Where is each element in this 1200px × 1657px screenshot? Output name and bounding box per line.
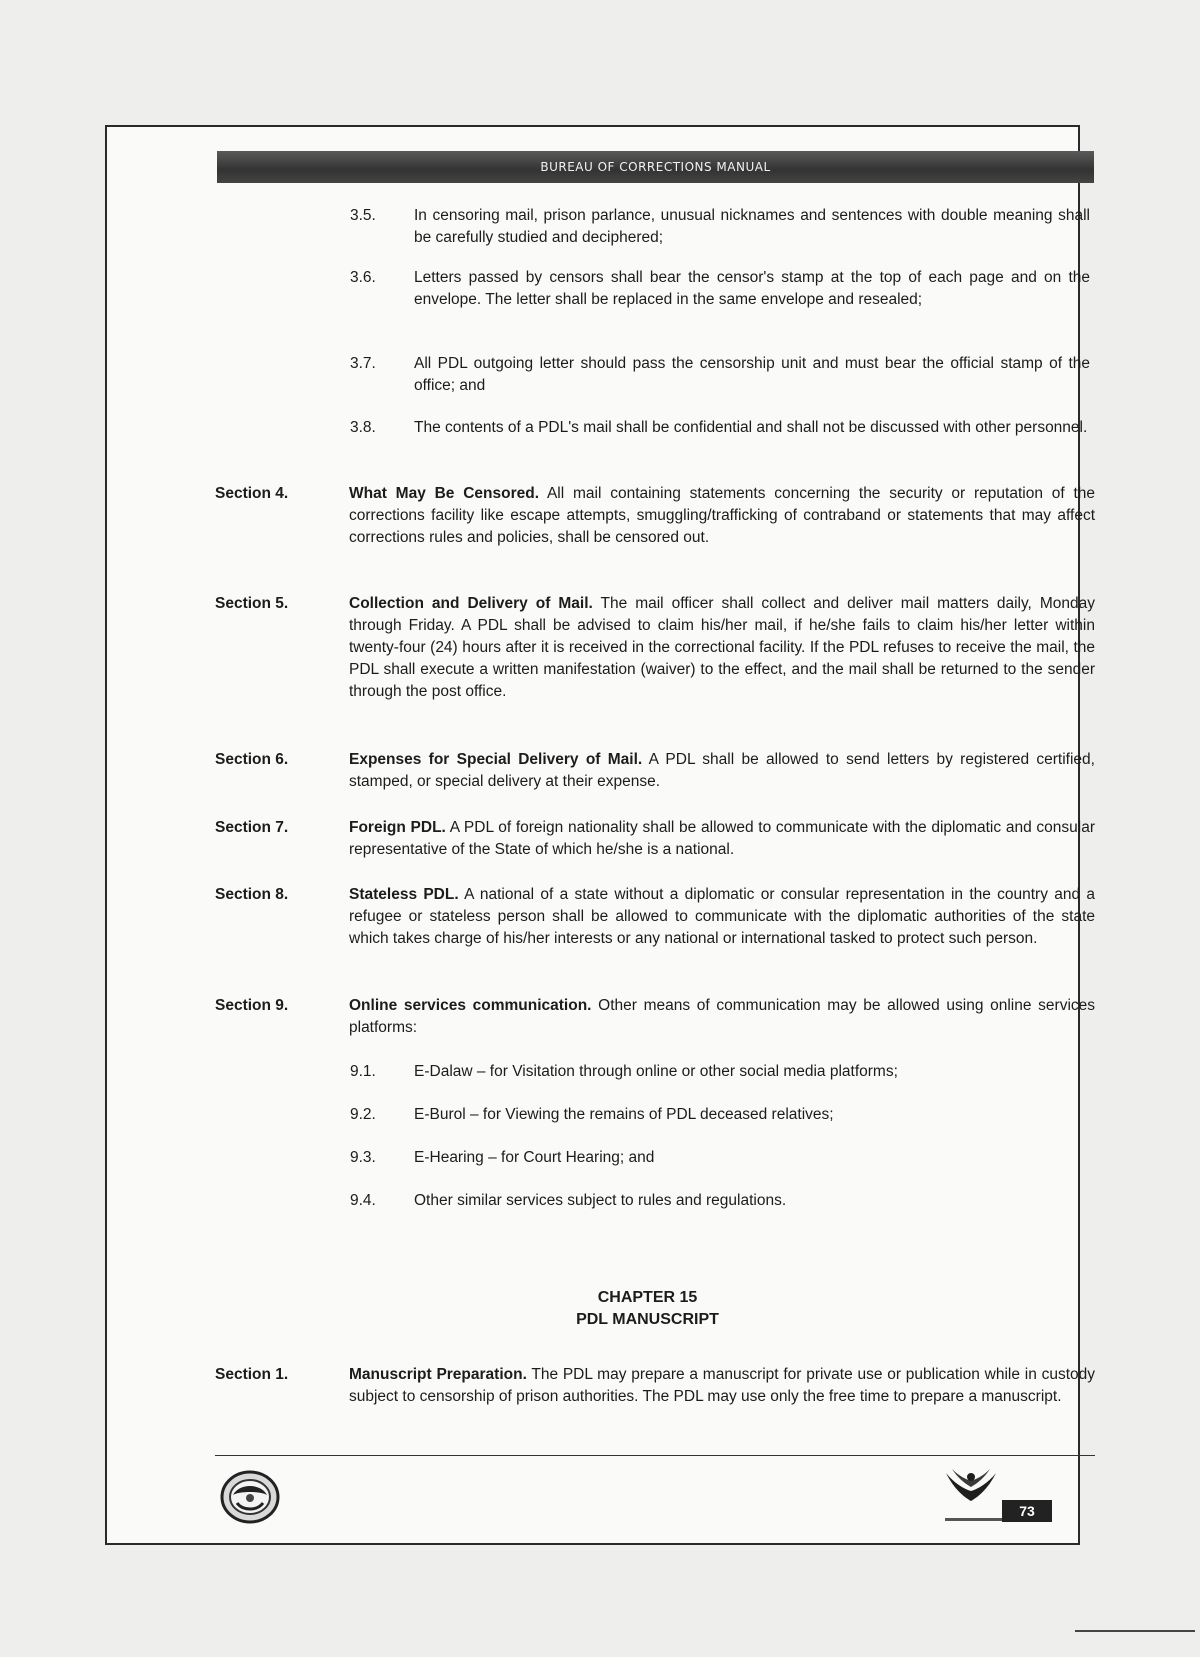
section-6 (215, 749, 1095, 793)
page-header-bar (217, 151, 1094, 183)
item-text: E-Burol – for Viewing the remains of PDL deceased relatives; (414, 1106, 834, 1123)
section-body (349, 593, 1095, 703)
section-body (349, 749, 1095, 793)
chapter-heading (107, 1287, 1078, 1331)
section-text: A national of a state without a diplomatic or consular representation in the country and a refugee or stateless person shall be allowed to communicate with the diplomatic authorities of the state which takes charge of his/her interests or any national or international tasked to protect such person. (349, 886, 1095, 947)
list-item (350, 205, 1090, 249)
chapter-section-1 (215, 1364, 1095, 1408)
section-title: Expenses for Special Delivery of Mail. (349, 751, 643, 768)
section-body (349, 483, 1095, 549)
section-label: Section 7. (215, 819, 289, 836)
section-7 (215, 817, 1095, 861)
bagong-pilipinas-logo-icon (942, 1463, 1000, 1513)
page-number: 73 (1002, 1500, 1052, 1522)
section-5 (215, 593, 1095, 703)
section-8 (215, 884, 1095, 950)
item-text: The contents of a PDL's mail shall be confidential and shall not be discussed with other personnel. (414, 419, 1088, 436)
section-body (349, 1364, 1095, 1408)
section-title: Manuscript Preparation. (349, 1366, 527, 1383)
scan-edge-mark (1075, 1630, 1195, 1632)
section-label: Section 1. (215, 1366, 289, 1383)
section-body (349, 995, 1095, 1039)
item-text: E-Dalaw – for Visitation through online or other social media platforms; (414, 1063, 898, 1080)
bureau-seal-icon (219, 1467, 281, 1525)
item-number: 3.6. (350, 269, 376, 286)
section-text: A PDL shall be allowed to send letters by registered certified, stamped, or special delivery at their expense. (349, 751, 1095, 790)
section-label: Section 5. (215, 595, 289, 612)
item-text: Letters passed by censors shall bear the censor's stamp at the top of each page and on the envelope. The letter shall be replaced in the same envelope and resealed; (414, 269, 1090, 308)
list-item (350, 1104, 1090, 1126)
list-item (350, 1147, 1090, 1169)
item-number: 9.2. (350, 1106, 376, 1123)
section-label: Section 4. (215, 485, 289, 502)
item-text: E-Hearing – for Court Hearing; and (414, 1149, 655, 1166)
item-number: 3.5. (350, 207, 376, 224)
section-title: What May Be Censored. (349, 485, 540, 502)
section-text: The PDL may prepare a manuscript for private use or publication while in custody subject to censorship of prison authorities. The PDL may use only the free time to prepare a manuscript. (349, 1366, 1095, 1405)
section-label: Section 9. (215, 997, 289, 1014)
footer-logo-rule (945, 1518, 1002, 1521)
section-title: Collection and Delivery of Mail. (349, 595, 593, 612)
item-text: In censoring mail, prison parlance, unusual nicknames and sentences with double meaning shall be carefully studied and deciphered; (414, 207, 1090, 246)
section-title: Stateless PDL. (349, 886, 459, 903)
footer-divider (215, 1455, 1095, 1456)
header-title: BUREAU OF CORRECTIONS MANUAL (540, 160, 771, 174)
item-number: 9.3. (350, 1149, 376, 1166)
list-item (350, 353, 1090, 397)
section-text: Other means of communication may be allowed using online services platforms: (349, 997, 1096, 1036)
item-number: 3.7. (350, 355, 376, 372)
list-item (350, 417, 1090, 439)
item-text: All PDL outgoing letter should pass the censorship unit and must bear the official stamp of the office; and (414, 355, 1090, 394)
section-9 (215, 995, 1095, 1039)
section-title: Online services communication. (349, 997, 592, 1014)
item-number: 9.1. (350, 1063, 376, 1080)
item-text: Other similar services subject to rules and regulations. (414, 1192, 787, 1209)
section-4 (215, 483, 1095, 549)
section-body (349, 884, 1095, 950)
section-text: A PDL of foreign nationality shall be allowed to communicate with the diplomatic and consular representative of the State of which he/she is a national. (349, 819, 1095, 858)
section-title: Foreign PDL. (349, 819, 446, 836)
section-label: Section 6. (215, 751, 289, 768)
item-number: 3.8. (350, 419, 376, 436)
manual-page (105, 125, 1096, 1545)
section-text: All mail containing statements concerning the security or reputation of the corrections facility like escape attempts, smuggling/trafficking of contraband or statements that may affect corrections rules and policies, shall be censored out. (349, 485, 1095, 546)
section-text: The mail officer shall collect and deliver mail matters daily, Monday through Friday. A PDL shall be advised to claim his/her mail, if he/she fails to claim his/her letter within twenty-four (24) hours after it is received in the correctional facility. If the PDL refuses to receive the mail, the PDL shall execute a written manifestation (waiver) to the effect, and the mail shall be returned to the sender through the post office. (349, 595, 1095, 700)
list-item (350, 1190, 1090, 1212)
chapter-number: CHAPTER 15 (597, 1289, 698, 1306)
section-label: Section 8. (215, 886, 289, 903)
list-item (350, 267, 1090, 311)
list-item (350, 1061, 1090, 1083)
section-body (349, 817, 1095, 861)
item-number: 9.4. (350, 1192, 376, 1209)
chapter-title: PDL MANUSCRIPT (576, 1311, 719, 1328)
